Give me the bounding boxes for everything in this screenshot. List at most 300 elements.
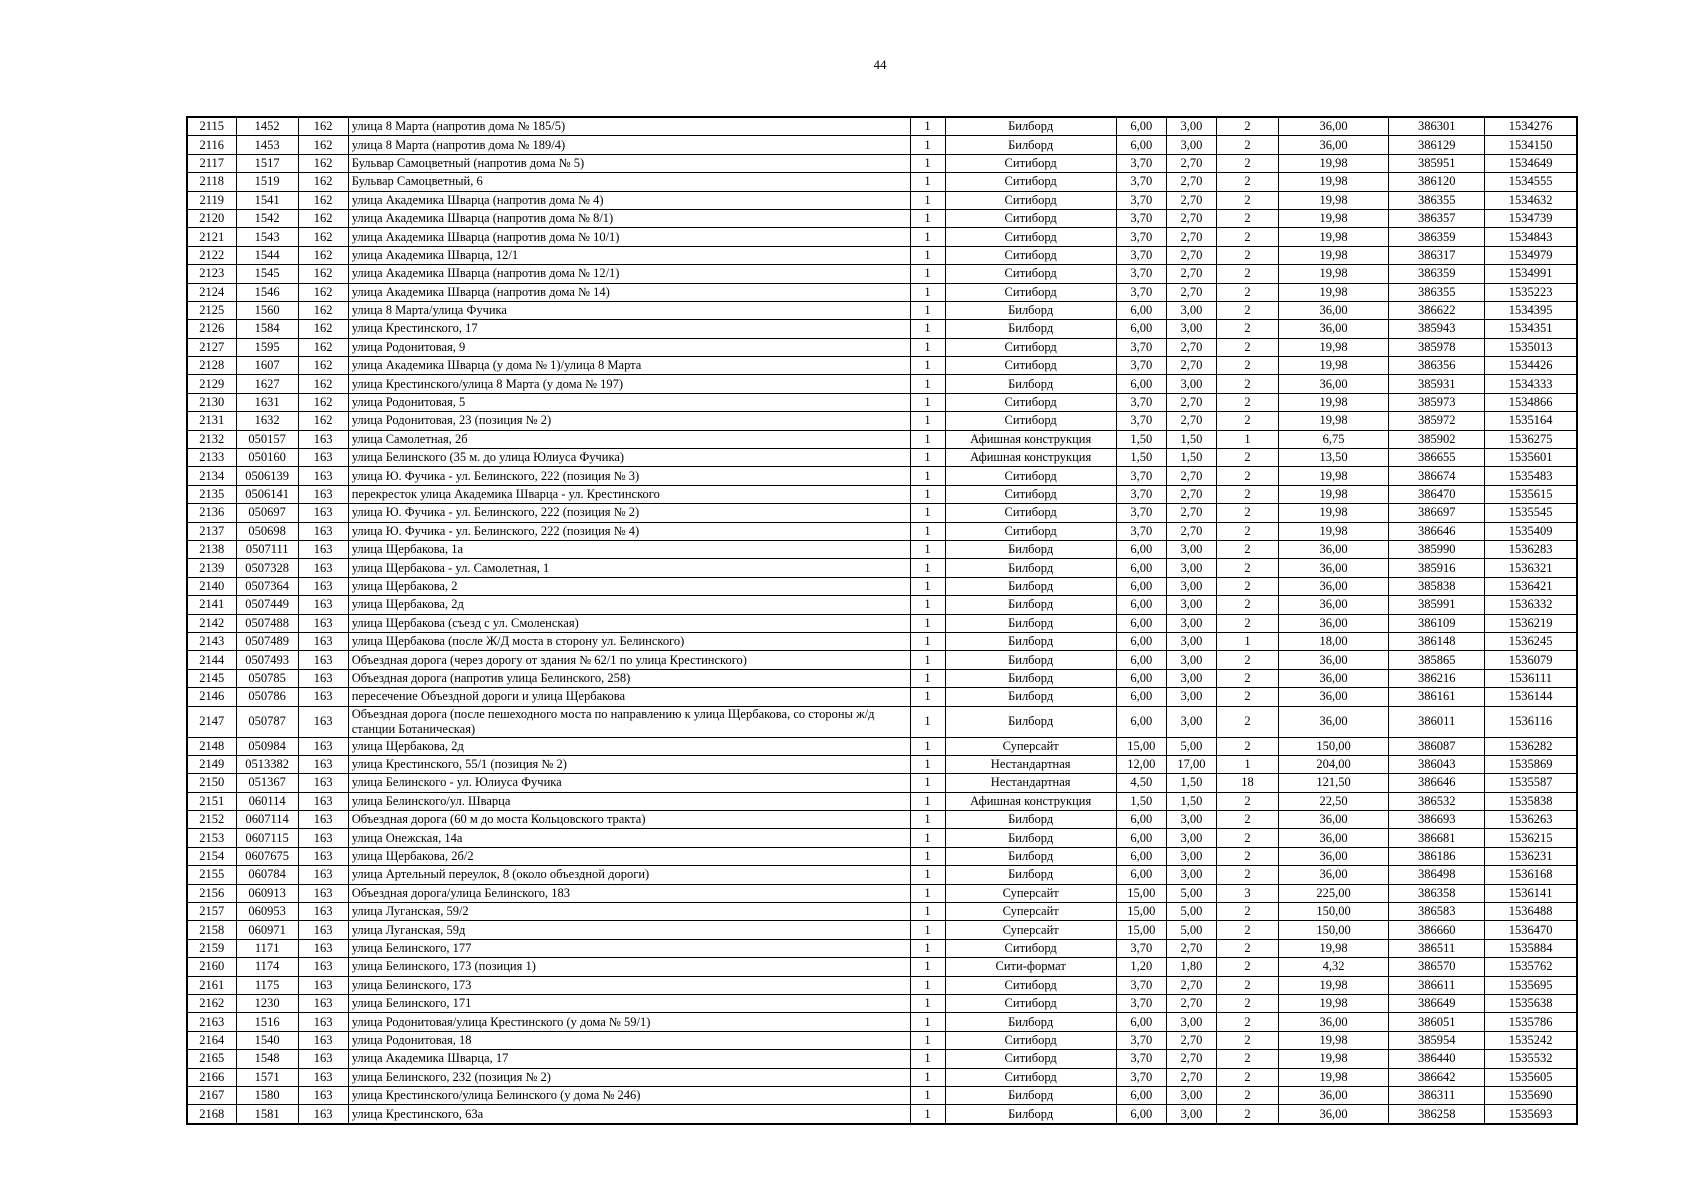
cell-zone: 163 (298, 737, 348, 755)
cell-code: 050984 (236, 737, 298, 755)
cell-count: 1 (910, 939, 945, 957)
table-row (187, 430, 1577, 448)
cell-coord-x: 386646 (1389, 522, 1485, 540)
cell-zone: 162 (298, 136, 348, 154)
cell-width: 3,70 (1116, 1050, 1166, 1068)
cell-coord-y: 1536282 (1485, 737, 1577, 755)
cell-code: 1546 (236, 283, 298, 301)
cell-width: 6,00 (1116, 829, 1166, 847)
cell-count: 1 (910, 375, 945, 393)
cell-address: улица 8 Марта (напротив дома № 185/5) (348, 117, 910, 136)
cell-zone: 163 (298, 903, 348, 921)
cell-zone: 163 (298, 1050, 348, 1068)
cell-width: 3,70 (1116, 338, 1166, 356)
cell-coord-x: 386642 (1389, 1068, 1485, 1086)
cell-area: 19,98 (1278, 173, 1388, 191)
cell-code: 1516 (236, 1013, 298, 1031)
cell-sides: 2 (1216, 338, 1278, 356)
cell-coord-x: 386649 (1389, 994, 1485, 1012)
cell-coord-y: 1535601 (1485, 449, 1577, 467)
cell-coord-x: 386358 (1389, 884, 1485, 902)
cell-width: 3,70 (1116, 357, 1166, 375)
cell-coord-x: 386317 (1389, 246, 1485, 264)
cell-sides: 2 (1216, 688, 1278, 706)
cell-address: улица Белинского - ул. Юлиуса Фучика (348, 774, 910, 792)
cell-width: 6,00 (1116, 688, 1166, 706)
cell-zone: 162 (298, 393, 348, 411)
cell-coord-y: 1536111 (1485, 669, 1577, 687)
cell-count: 1 (910, 154, 945, 172)
table-row (187, 976, 1577, 994)
cell-row-number: 2118 (187, 173, 236, 191)
cell-code: 1543 (236, 228, 298, 246)
cell-zone: 163 (298, 792, 348, 810)
cell-address: улица 8 Марта/улица Фучика (348, 301, 910, 319)
cell-coord-y: 1534843 (1485, 228, 1577, 246)
table-row (187, 522, 1577, 540)
cell-construction-type: Билборд (945, 866, 1116, 884)
cell-coord-y: 1534426 (1485, 357, 1577, 375)
cell-construction-type: Сити-формат (945, 958, 1116, 976)
table-row (187, 632, 1577, 650)
cell-height: 3,00 (1166, 866, 1216, 884)
table-row (187, 338, 1577, 356)
cell-zone: 163 (298, 485, 348, 503)
page-number: 44 (873, 57, 887, 72)
cell-area: 19,98 (1278, 994, 1388, 1012)
cell-zone: 163 (298, 706, 348, 737)
cell-construction-type: Ситиборд (945, 1050, 1116, 1068)
cell-row-number: 2138 (187, 540, 236, 558)
cell-construction-type: Билборд (945, 829, 1116, 847)
cell-construction-type: Нестандартная (945, 774, 1116, 792)
cell-construction-type: Ситиборд (945, 228, 1116, 246)
cell-code: 1607 (236, 357, 298, 375)
table-row (187, 209, 1577, 227)
cell-construction-type: Суперсайт (945, 884, 1116, 902)
cell-area: 36,00 (1278, 559, 1388, 577)
cell-address: Бульвар Самоцветный (напротив дома № 5) (348, 154, 910, 172)
cell-width: 6,00 (1116, 596, 1166, 614)
cell-coord-x: 386357 (1389, 209, 1485, 227)
cell-coord-x: 385931 (1389, 375, 1485, 393)
cell-row-number: 2143 (187, 632, 236, 650)
table-row (187, 540, 1577, 558)
cell-sides: 2 (1216, 903, 1278, 921)
table-row (187, 320, 1577, 338)
cell-row-number: 2158 (187, 921, 236, 939)
cell-coord-y: 1536231 (1485, 847, 1577, 865)
cell-height: 2,70 (1166, 246, 1216, 264)
cell-sides: 2 (1216, 467, 1278, 485)
cell-coord-x: 386498 (1389, 866, 1485, 884)
cell-row-number: 2160 (187, 958, 236, 976)
cell-width: 12,00 (1116, 755, 1166, 773)
cell-sides: 2 (1216, 117, 1278, 136)
cell-count: 1 (910, 774, 945, 792)
cell-width: 6,00 (1116, 117, 1166, 136)
cell-coord-x: 386216 (1389, 669, 1485, 687)
cell-count: 1 (910, 903, 945, 921)
cell-count: 1 (910, 1031, 945, 1049)
cell-code: 050787 (236, 706, 298, 737)
table-row (187, 706, 1577, 737)
cell-row-number: 2115 (187, 117, 236, 136)
cell-coord-y: 1535638 (1485, 994, 1577, 1012)
cell-row-number: 2148 (187, 737, 236, 755)
cell-address: улица Академика Шварца (напротив дома № 12/1) (348, 265, 910, 283)
table-row (187, 1068, 1577, 1086)
cell-row-number: 2139 (187, 559, 236, 577)
cell-width: 1,50 (1116, 449, 1166, 467)
cell-height: 1,50 (1166, 792, 1216, 810)
cell-code: 0507328 (236, 559, 298, 577)
cell-width: 6,00 (1116, 577, 1166, 595)
cell-count: 1 (910, 430, 945, 448)
cell-sides: 2 (1216, 577, 1278, 595)
cell-zone: 163 (298, 688, 348, 706)
cell-count: 1 (910, 540, 945, 558)
cell-count: 1 (910, 246, 945, 264)
cell-coord-y: 1536321 (1485, 559, 1577, 577)
cell-address: Объездная дорога/улица Белинского, 183 (348, 884, 910, 902)
cell-sides: 2 (1216, 154, 1278, 172)
cell-sides: 2 (1216, 792, 1278, 810)
table-body (187, 117, 1577, 1124)
cell-construction-type: Билборд (945, 811, 1116, 829)
cell-sides: 18 (1216, 774, 1278, 792)
cell-count: 1 (910, 706, 945, 737)
cell-zone: 162 (298, 265, 348, 283)
cell-construction-type: Ситиборд (945, 976, 1116, 994)
cell-zone: 163 (298, 651, 348, 669)
table-row (187, 467, 1577, 485)
table-row (187, 755, 1577, 773)
cell-address: улица Щербакова, 2б/2 (348, 847, 910, 865)
cell-area: 36,00 (1278, 1086, 1388, 1104)
cell-code: 050697 (236, 504, 298, 522)
cell-coord-y: 1534333 (1485, 375, 1577, 393)
cell-code: 1584 (236, 320, 298, 338)
cell-area: 22,50 (1278, 792, 1388, 810)
cell-area: 150,00 (1278, 737, 1388, 755)
cell-count: 1 (910, 504, 945, 522)
cell-sides: 2 (1216, 669, 1278, 687)
cell-sides: 2 (1216, 393, 1278, 411)
cell-zone: 163 (298, 522, 348, 540)
cell-count: 1 (910, 301, 945, 319)
cell-zone: 163 (298, 504, 348, 522)
cell-coord-y: 1535164 (1485, 412, 1577, 430)
cell-height: 2,70 (1166, 173, 1216, 191)
cell-coord-y: 1536245 (1485, 632, 1577, 650)
cell-address: улица Белинского, 177 (348, 939, 910, 957)
cell-count: 1 (910, 117, 945, 136)
table-row (187, 1105, 1577, 1124)
cell-row-number: 2136 (187, 504, 236, 522)
cell-code: 1548 (236, 1050, 298, 1068)
cell-coord-x: 385990 (1389, 540, 1485, 558)
cell-coord-x: 385838 (1389, 577, 1485, 595)
cell-area: 121,50 (1278, 774, 1388, 792)
cell-zone: 162 (298, 283, 348, 301)
cell-area: 19,98 (1278, 338, 1388, 356)
cell-address: улица Крестинского, 17 (348, 320, 910, 338)
cell-coord-x: 386532 (1389, 792, 1485, 810)
cell-row-number: 2157 (187, 903, 236, 921)
cell-code: 060114 (236, 792, 298, 810)
cell-count: 1 (910, 755, 945, 773)
cell-zone: 163 (298, 632, 348, 650)
cell-sides: 2 (1216, 485, 1278, 503)
cell-zone: 163 (298, 755, 348, 773)
cell-height: 3,00 (1166, 688, 1216, 706)
cell-count: 1 (910, 632, 945, 650)
cell-coord-y: 1535587 (1485, 774, 1577, 792)
cell-width: 6,00 (1116, 559, 1166, 577)
cell-zone: 163 (298, 921, 348, 939)
cell-address: Объездная дорога (после пешеходного моста по направлению к улица Щербакова, со стороны ж/д станции Ботаническая) (348, 706, 910, 737)
cell-address: пересечение Объездной дороги и улица Щербакова (348, 688, 910, 706)
cell-zone: 163 (298, 847, 348, 865)
cell-area: 19,98 (1278, 191, 1388, 209)
cell-zone: 163 (298, 577, 348, 595)
cell-height: 2,70 (1166, 209, 1216, 227)
cell-count: 1 (910, 651, 945, 669)
cell-coord-x: 386356 (1389, 357, 1485, 375)
cell-height: 3,00 (1166, 669, 1216, 687)
cell-sides: 2 (1216, 921, 1278, 939)
cell-construction-type: Билборд (945, 540, 1116, 558)
cell-construction-type: Билборд (945, 614, 1116, 632)
cell-row-number: 2151 (187, 792, 236, 810)
cell-address: улица Артельный переулок, 8 (около объездной дороги) (348, 866, 910, 884)
cell-area: 19,98 (1278, 522, 1388, 540)
cell-width: 6,00 (1116, 651, 1166, 669)
cell-address: улица Щербакова (после Ж/Д моста в сторону ул. Белинского) (348, 632, 910, 650)
cell-coord-y: 1535690 (1485, 1086, 1577, 1104)
cell-row-number: 2130 (187, 393, 236, 411)
cell-height: 2,70 (1166, 504, 1216, 522)
cell-count: 1 (910, 522, 945, 540)
cell-count: 1 (910, 228, 945, 246)
cell-zone: 162 (298, 375, 348, 393)
cell-coord-x: 386570 (1389, 958, 1485, 976)
cell-coord-y: 1536421 (1485, 577, 1577, 595)
cell-sides: 2 (1216, 596, 1278, 614)
cell-height: 3,00 (1166, 632, 1216, 650)
cell-count: 1 (910, 449, 945, 467)
cell-count: 1 (910, 958, 945, 976)
cell-address: улица Белинского, 173 (348, 976, 910, 994)
cell-row-number: 2133 (187, 449, 236, 467)
cell-coord-y: 1536470 (1485, 921, 1577, 939)
cell-coord-x: 386355 (1389, 191, 1485, 209)
cell-count: 1 (910, 338, 945, 356)
cell-height: 3,00 (1166, 117, 1216, 136)
cell-code: 0513382 (236, 755, 298, 773)
cell-construction-type: Ситиборд (945, 1068, 1116, 1086)
cell-row-number: 2144 (187, 651, 236, 669)
cell-height: 3,00 (1166, 614, 1216, 632)
cell-code: 0507111 (236, 540, 298, 558)
cell-coord-y: 1535013 (1485, 338, 1577, 356)
cell-zone: 162 (298, 320, 348, 338)
cell-construction-type: Билборд (945, 669, 1116, 687)
cell-height: 3,00 (1166, 829, 1216, 847)
cell-address: улица Белинского/ул. Шварца (348, 792, 910, 810)
cell-count: 1 (910, 829, 945, 847)
cell-coord-y: 1535409 (1485, 522, 1577, 540)
cell-height: 2,70 (1166, 154, 1216, 172)
cell-coord-x: 385943 (1389, 320, 1485, 338)
cell-area: 36,00 (1278, 320, 1388, 338)
table-row (187, 1031, 1577, 1049)
cell-row-number: 2137 (187, 522, 236, 540)
cell-width: 3,70 (1116, 504, 1166, 522)
cell-count: 1 (910, 596, 945, 614)
table-row (187, 154, 1577, 172)
table-row (187, 737, 1577, 755)
cell-coord-y: 1535223 (1485, 283, 1577, 301)
cell-construction-type: Ситиборд (945, 939, 1116, 957)
cell-width: 3,70 (1116, 976, 1166, 994)
cell-area: 19,98 (1278, 1050, 1388, 1068)
cell-construction-type: Ситиборд (945, 265, 1116, 283)
cell-height: 2,70 (1166, 283, 1216, 301)
cell-address: улица Щербакова - ул. Самолетная, 1 (348, 559, 910, 577)
cell-coord-x: 385991 (1389, 596, 1485, 614)
cell-coord-x: 386655 (1389, 449, 1485, 467)
cell-coord-y: 1535884 (1485, 939, 1577, 957)
cell-code: 060971 (236, 921, 298, 939)
cell-height: 2,70 (1166, 1031, 1216, 1049)
cell-address: Объездная дорога (напротив улица Белинского, 258) (348, 669, 910, 687)
cell-coord-y: 1535786 (1485, 1013, 1577, 1031)
cell-coord-y: 1534991 (1485, 265, 1577, 283)
cell-sides: 2 (1216, 958, 1278, 976)
cell-address: улица Белинского (35 м. до улица Юлиуса Фучика) (348, 449, 910, 467)
cell-coord-y: 1534866 (1485, 393, 1577, 411)
cell-coord-x: 386011 (1389, 706, 1485, 737)
cell-height: 3,00 (1166, 540, 1216, 558)
cell-address: улица Родонитовая, 23 (позиция № 2) (348, 412, 910, 430)
cell-area: 19,98 (1278, 246, 1388, 264)
cell-row-number: 2146 (187, 688, 236, 706)
cell-address: улица Академика Шварца (у дома № 1)/улица 8 Марта (348, 357, 910, 375)
cell-construction-type: Ситиборд (945, 338, 1116, 356)
cell-sides: 2 (1216, 1013, 1278, 1031)
cell-count: 1 (910, 357, 945, 375)
table-row (187, 265, 1577, 283)
cell-sides: 2 (1216, 540, 1278, 558)
cell-coord-x: 386311 (1389, 1086, 1485, 1104)
cell-zone: 163 (298, 866, 348, 884)
cell-address: улица Академика Шварца, 17 (348, 1050, 910, 1068)
cell-sides: 2 (1216, 136, 1278, 154)
cell-width: 6,00 (1116, 614, 1166, 632)
cell-row-number: 2165 (187, 1050, 236, 1068)
cell-sides: 2 (1216, 301, 1278, 319)
cell-area: 36,00 (1278, 375, 1388, 393)
cell-height: 3,00 (1166, 706, 1216, 737)
cell-code: 1560 (236, 301, 298, 319)
cell-code: 050157 (236, 430, 298, 448)
cell-width: 6,00 (1116, 847, 1166, 865)
cell-coord-x: 386043 (1389, 755, 1485, 773)
cell-address: улица Самолетная, 2б (348, 430, 910, 448)
cell-coord-x: 386359 (1389, 228, 1485, 246)
cell-coord-y: 1534351 (1485, 320, 1577, 338)
cell-area: 36,00 (1278, 136, 1388, 154)
cell-address: перекресток улица Академика Шварца - ул. Крестинского (348, 485, 910, 503)
cell-height: 2,70 (1166, 1050, 1216, 1068)
cell-zone: 163 (298, 958, 348, 976)
cell-count: 1 (910, 1050, 945, 1068)
cell-coord-y: 1536219 (1485, 614, 1577, 632)
cell-row-number: 2135 (187, 485, 236, 503)
cell-height: 1,50 (1166, 430, 1216, 448)
cell-coord-y: 1535545 (1485, 504, 1577, 522)
table-row (187, 866, 1577, 884)
table-row (187, 301, 1577, 319)
cell-code: 1519 (236, 173, 298, 191)
cell-height: 2,70 (1166, 994, 1216, 1012)
cell-zone: 163 (298, 884, 348, 902)
cell-area: 19,98 (1278, 467, 1388, 485)
cell-sides: 2 (1216, 829, 1278, 847)
cell-coord-y: 1535532 (1485, 1050, 1577, 1068)
cell-coord-y: 1534739 (1485, 209, 1577, 227)
cell-sides: 2 (1216, 614, 1278, 632)
cell-width: 6,00 (1116, 301, 1166, 319)
cell-construction-type: Ситиборд (945, 485, 1116, 503)
cell-construction-type: Ситиборд (945, 467, 1116, 485)
cell-coord-y: 1535242 (1485, 1031, 1577, 1049)
cell-row-number: 2140 (187, 577, 236, 595)
cell-width: 3,70 (1116, 522, 1166, 540)
cell-height: 5,00 (1166, 903, 1216, 921)
cell-row-number: 2164 (187, 1031, 236, 1049)
cell-width: 6,00 (1116, 1086, 1166, 1104)
cell-sides: 3 (1216, 884, 1278, 902)
cell-code: 050786 (236, 688, 298, 706)
cell-construction-type: Билборд (945, 688, 1116, 706)
table-row (187, 1013, 1577, 1031)
cell-code: 050160 (236, 449, 298, 467)
cell-area: 150,00 (1278, 903, 1388, 921)
cell-count: 1 (910, 467, 945, 485)
cell-sides: 2 (1216, 320, 1278, 338)
cell-sides: 2 (1216, 939, 1278, 957)
table-row (187, 173, 1577, 191)
cell-address: улица Белинского, 171 (348, 994, 910, 1012)
cell-coord-y: 1536141 (1485, 884, 1577, 902)
cell-area: 36,00 (1278, 117, 1388, 136)
cell-row-number: 2126 (187, 320, 236, 338)
cell-row-number: 2119 (187, 191, 236, 209)
table-row (187, 246, 1577, 264)
cell-zone: 162 (298, 301, 348, 319)
cell-count: 1 (910, 577, 945, 595)
cell-construction-type: Билборд (945, 375, 1116, 393)
cell-row-number: 2134 (187, 467, 236, 485)
cell-width: 3,70 (1116, 393, 1166, 411)
cell-address: улица Академика Шварца (напротив дома № 10/1) (348, 228, 910, 246)
table-row (187, 829, 1577, 847)
cell-height: 3,00 (1166, 1086, 1216, 1104)
cell-construction-type: Ситиборд (945, 191, 1116, 209)
